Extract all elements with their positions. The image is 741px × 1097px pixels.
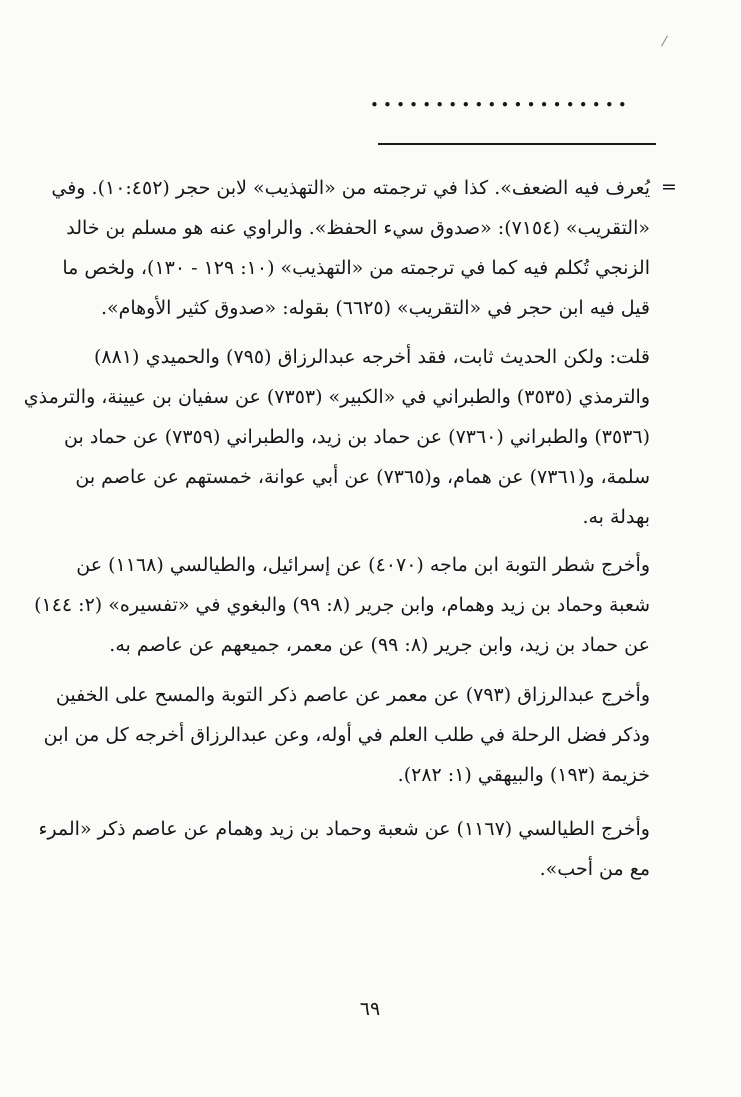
text-line: يُعرف فيه الضعف». كذا في ترجمته من «التهذيب» لابن حجر (١٠:٤٥٢). وفي xyxy=(51,177,650,199)
text-line: خزيمة (١٩٣) والبيهقي (١: ٢٨٢). xyxy=(397,764,650,786)
text-line: وأخرج عبدالرزاق (٧٩٣) عن معمر عن عاصم ذكر التوبة والمسح على الخفين xyxy=(55,684,650,706)
text-line: والترمذي (٣٥٣٥) والطبراني في «الكبير» (٧٣٥٣) عن سفيان بن عيينة، والترمذي xyxy=(23,386,650,408)
footnote-continuation-mark: = xyxy=(661,176,677,198)
text-line: قيل فيه ابن حجر في «التقريب» (٦٦٢٥) بقوله: «صدوق كثير الأوهام». xyxy=(100,297,650,319)
text-line: عن حماد بن زيد، وابن جرير (٨: ٩٩) عن معمر، جميعهم عن عاصم به. xyxy=(109,634,650,656)
text-line: «التقريب» (٧١٥٤): «صدوق سيء الحفظ». والراوي عنه هو مسلم بن خالد xyxy=(66,217,650,239)
page-number: ٦٩ xyxy=(359,998,381,1020)
text-line: وذكر فضل الرحلة في طلب العلم في أوله، وعن عبدالرزاق أخرجه كل من ابن xyxy=(43,724,650,746)
paragraph-5 xyxy=(38,809,650,889)
text-line: الزنجي تُكلم فيه كما في ترجمته من «التهذيب» (١٠: ١٢٩ - ١٣٠)، ولخص ما xyxy=(62,257,650,279)
paragraph-3 xyxy=(34,545,650,665)
paragraph-1 xyxy=(51,168,650,328)
header-rule-line xyxy=(378,143,656,145)
text-line: شعبة وحماد بن زيد وهمام، وابن جرير (٨: ٩٩) والبغوي في «تفسيره» (٢: ١٤٤) xyxy=(34,594,650,616)
text-line: (٣٥٣٦) والطبراني (٧٣٦٠) عن حماد بن زيد، والطبراني (٧٣٥٩) عن حماد بن xyxy=(64,426,650,448)
margin-tick-mark: / xyxy=(660,33,669,50)
header-dotted-rule: •••••••••••••••••••• xyxy=(370,96,631,114)
paragraph-4 xyxy=(43,675,650,795)
text-line: وأخرج شطر التوبة ابن ماجه (٤٠٧٠) عن إسرائيل، والطيالسي (١١٦٨) عن xyxy=(76,554,650,576)
text-line: بهدلة به. xyxy=(582,506,650,528)
paragraph-2 xyxy=(23,337,650,537)
text-line: مع من أحب». xyxy=(539,858,650,880)
text-line: سلمة، و(٧٣٦١) عن همام، و(٧٣٦٥) عن أبي عوانة، خمستهم عن عاصم بن xyxy=(75,466,650,488)
text-line: قلت: ولكن الحديث ثابت، فقد أخرجه عبدالرزاق (٧٩٥) والحميدي (٨٨١) xyxy=(94,346,650,368)
text-line: وأخرج الطيالسي (١١٦٧) عن شعبة وحماد بن زيد وهمام عن عاصم ذكر «المرء xyxy=(38,818,650,840)
